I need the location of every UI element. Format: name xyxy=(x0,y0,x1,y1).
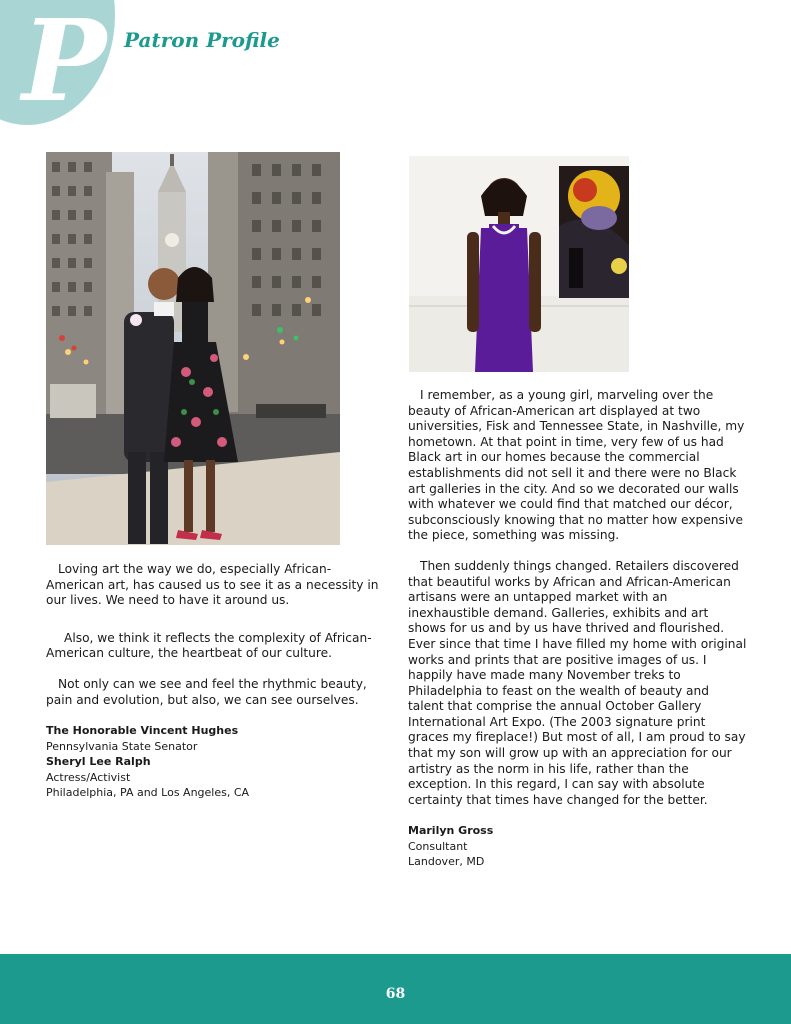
signature-title-1: Pennsylvania State Senator xyxy=(46,739,198,753)
left-paragraph-3: Not only can we see and feel the rhythmic beauty, pain and evolution, but also, we can see ourselves. xyxy=(46,676,367,707)
footer-bar xyxy=(0,954,791,1024)
signature-name: Marilyn Gross xyxy=(408,824,494,838)
signature-name-2: Sheryl Lee Ralph xyxy=(46,755,151,769)
signature-location: Philadelphia, PA and Los Angeles, CA xyxy=(46,786,250,800)
right-paragraph-1: I remember, as a young girl, marveling over the beauty of African-American art displayed at two universities, Fisk and Tennessee State, in Nashville, my hometown. At that point in time, very few of us had Black art in our homes because the commercial establishments did not sell it and there were no Black art galleries in the city. And so we decorated our walls with whatever we could find that matched our décor, subconsciously knowing that no matter how expensive the piece, something was missing. xyxy=(408,388,745,543)
header-initial: P xyxy=(22,0,107,127)
signature-title: Consultant xyxy=(408,839,468,853)
left-paragraph-2: Also, we think it reflects the complexity of African-American culture, the heartbeat of our culture. xyxy=(46,630,372,661)
right-signature xyxy=(408,823,748,870)
right-paragraph-2: Then suddenly things changed. Retailers discovered that beautiful works by African and African-American artisans were an untapped market with an inexhaustible demand. Galleries, exhibits and art shows for us and by us have thrived and flourished. Ever since that time I have filled my home with original works and prints that are positive images of us. I happily have made many November treks to Philadelphia to feast on the wealth of beauty and talent that comprise the annual October Gallery International Art Expo. (The 2003 signature print graces my fireplace!) But most of all, I am proud to say that my son will grow up with an appreciation for our artistry as the norm in his life, rather than the exception. In this regard, I can say with absolute certainty that times have changed for the better. xyxy=(408,558,747,807)
signature-title-2: Actress/Activist xyxy=(46,770,131,784)
photo-woman-with-artwork xyxy=(409,156,629,372)
left-paragraph-1: Loving art the way we do, especially African-American art, has caused us to see it as a necessity in our lives. We need to have it around us. xyxy=(46,562,379,608)
photo-couple-city-street xyxy=(46,152,340,545)
left-signature xyxy=(46,723,386,801)
signature-location: Landover, MD xyxy=(408,855,485,869)
page-title: Patron Profile xyxy=(124,28,280,52)
page-number: 68 xyxy=(385,986,406,1002)
left-column-text xyxy=(46,562,386,801)
signature-name-1: The Honorable Vincent Hughes xyxy=(46,724,239,738)
right-column-text xyxy=(408,388,748,870)
